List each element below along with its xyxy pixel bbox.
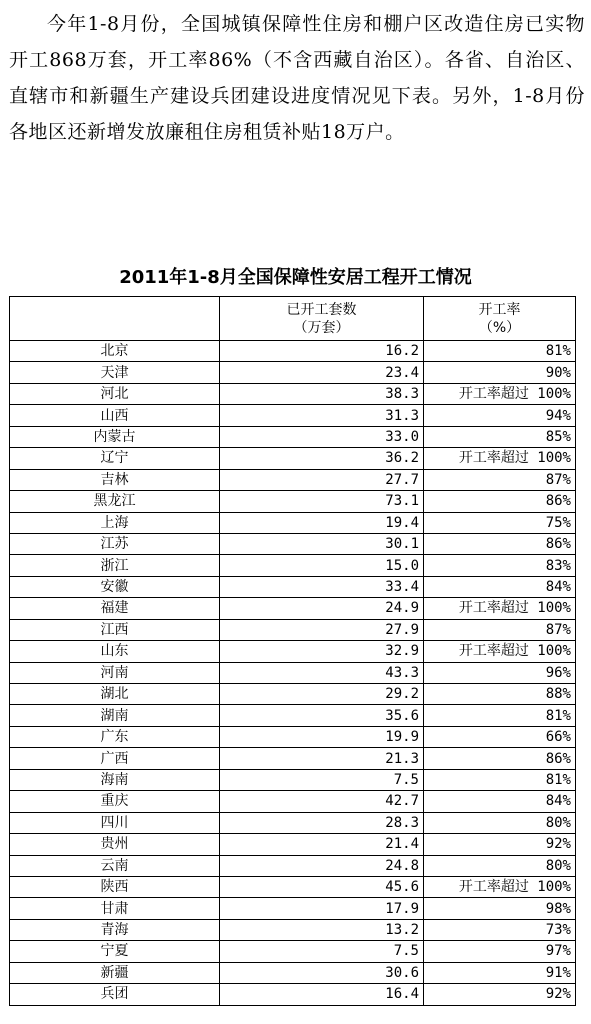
- rate-cell: 94%: [424, 405, 576, 426]
- table-row: [10, 748, 576, 769]
- table-row: [10, 448, 576, 469]
- rate-cell: 92%: [424, 834, 576, 855]
- started-cell: 30.1: [220, 533, 424, 554]
- started-cell: 42.7: [220, 791, 424, 812]
- table-row: [10, 919, 576, 940]
- region-cell: 云南: [10, 855, 220, 876]
- started-cell: 43.3: [220, 662, 424, 683]
- rate-cell: 91%: [424, 962, 576, 983]
- region-cell: 湖北: [10, 684, 220, 705]
- region-cell: 黑龙江: [10, 491, 220, 512]
- rate-cell: 84%: [424, 791, 576, 812]
- table-row: [10, 641, 576, 662]
- region-cell: 青海: [10, 919, 220, 940]
- table-row: [10, 426, 576, 447]
- table-row: [10, 769, 576, 790]
- header-region: [10, 297, 220, 341]
- table-row: [10, 855, 576, 876]
- region-cell: 广东: [10, 726, 220, 747]
- table-row: [10, 876, 576, 897]
- header-started: [220, 297, 424, 341]
- rate-cell: 80%: [424, 855, 576, 876]
- started-cell: 7.5: [220, 769, 424, 790]
- region-cell: 贵州: [10, 834, 220, 855]
- rate-cell: 80%: [424, 812, 576, 833]
- region-cell: 兵团: [10, 984, 220, 1005]
- started-cell: 73.1: [220, 491, 424, 512]
- started-cell: 27.9: [220, 619, 424, 640]
- table-row: [10, 362, 576, 383]
- table-row: [10, 662, 576, 683]
- region-cell: 河南: [10, 662, 220, 683]
- rate-cell: 90%: [424, 362, 576, 383]
- table-row: [10, 383, 576, 404]
- table-row: [10, 555, 576, 576]
- region-cell: 广西: [10, 748, 220, 769]
- started-cell: 16.2: [220, 341, 424, 362]
- rate-cell: 86%: [424, 491, 576, 512]
- started-cell: 38.3: [220, 383, 424, 404]
- rate-cell: 开工率超过 100%: [424, 876, 576, 897]
- started-cell: 32.9: [220, 641, 424, 662]
- region-cell: 新疆: [10, 962, 220, 983]
- rate-cell: 87%: [424, 469, 576, 490]
- header-rate: [424, 297, 576, 341]
- region-cell: 内蒙古: [10, 426, 220, 447]
- table-row: [10, 598, 576, 619]
- table-row: [10, 705, 576, 726]
- rate-cell: 开工率超过 100%: [424, 641, 576, 662]
- rate-cell: 96%: [424, 662, 576, 683]
- region-cell: 福建: [10, 598, 220, 619]
- region-cell: 山东: [10, 641, 220, 662]
- table-row: [10, 619, 576, 640]
- intro-paragraph: 今年1-8月份，全国城镇保障性住房和棚户区改造住房已实物开工868万套，开工率86%（不含西藏自治区）。各省、自治区、直辖市和新疆生产建设兵团建设进度情况见下表。另外，1-8月份各地区还新增发放廉租住房租赁补贴18万户。: [9, 13, 585, 143]
- region-cell: 北京: [10, 341, 220, 362]
- table-row: [10, 405, 576, 426]
- region-cell: 四川: [10, 812, 220, 833]
- table-row: [10, 984, 576, 1005]
- region-cell: 重庆: [10, 791, 220, 812]
- region-cell: 陕西: [10, 876, 220, 897]
- rate-cell: 98%: [424, 898, 576, 919]
- rate-cell: 86%: [424, 748, 576, 769]
- region-cell: 吉林: [10, 469, 220, 490]
- table-header-row: [10, 297, 576, 341]
- started-cell: 19.9: [220, 726, 424, 747]
- table-row: [10, 684, 576, 705]
- region-cell: 江苏: [10, 533, 220, 554]
- started-cell: 30.6: [220, 962, 424, 983]
- region-cell: 安徽: [10, 576, 220, 597]
- table-row: [10, 941, 576, 962]
- table-row: [10, 576, 576, 597]
- table-row: [10, 533, 576, 554]
- started-cell: 19.4: [220, 512, 424, 533]
- rate-cell: 开工率超过 100%: [424, 598, 576, 619]
- rate-cell: 81%: [424, 705, 576, 726]
- region-cell: 宁夏: [10, 941, 220, 962]
- table-row: [10, 791, 576, 812]
- progress-table: [9, 296, 576, 1006]
- started-cell: 24.9: [220, 598, 424, 619]
- header-rate-label: 开工率 （%）: [478, 301, 521, 336]
- region-cell: 辽宁: [10, 448, 220, 469]
- rate-cell: 81%: [424, 341, 576, 362]
- rate-cell: 88%: [424, 684, 576, 705]
- started-cell: 28.3: [220, 812, 424, 833]
- started-cell: 35.6: [220, 705, 424, 726]
- rate-cell: 97%: [424, 941, 576, 962]
- header-started-label: 已开工套数 （万套）: [286, 301, 357, 336]
- rate-cell: 75%: [424, 512, 576, 533]
- started-cell: 36.2: [220, 448, 424, 469]
- region-cell: 天津: [10, 362, 220, 383]
- started-cell: 21.4: [220, 834, 424, 855]
- region-cell: 上海: [10, 512, 220, 533]
- table-row: [10, 834, 576, 855]
- rate-cell: 开工率超过 100%: [424, 448, 576, 469]
- started-cell: 23.4: [220, 362, 424, 383]
- table-row: [10, 962, 576, 983]
- started-cell: 33.0: [220, 426, 424, 447]
- table-body: [10, 341, 576, 1006]
- rate-cell: 开工率超过 100%: [424, 383, 576, 404]
- started-cell: 21.3: [220, 748, 424, 769]
- region-cell: 湖南: [10, 705, 220, 726]
- table-row: [10, 812, 576, 833]
- table-row: [10, 341, 576, 362]
- table-row: [10, 898, 576, 919]
- rate-cell: 86%: [424, 533, 576, 554]
- region-cell: 海南: [10, 769, 220, 790]
- started-cell: 24.8: [220, 855, 424, 876]
- table-row: [10, 512, 576, 533]
- rate-cell: 84%: [424, 576, 576, 597]
- region-cell: 江西: [10, 619, 220, 640]
- rate-cell: 66%: [424, 726, 576, 747]
- rate-cell: 83%: [424, 555, 576, 576]
- started-cell: 17.9: [220, 898, 424, 919]
- started-cell: 13.2: [220, 919, 424, 940]
- started-cell: 29.2: [220, 684, 424, 705]
- started-cell: 31.3: [220, 405, 424, 426]
- table-row: [10, 469, 576, 490]
- region-cell: 浙江: [10, 555, 220, 576]
- started-cell: 33.4: [220, 576, 424, 597]
- region-cell: 甘肃: [10, 898, 220, 919]
- rate-cell: 85%: [424, 426, 576, 447]
- started-cell: 27.7: [220, 469, 424, 490]
- started-cell: 16.4: [220, 984, 424, 1005]
- started-cell: 45.6: [220, 876, 424, 897]
- rate-cell: 81%: [424, 769, 576, 790]
- region-cell: 河北: [10, 383, 220, 404]
- table-title: 2011年1-8月全国保障性安居工程开工情况: [119, 267, 472, 288]
- table-row: [10, 726, 576, 747]
- started-cell: 15.0: [220, 555, 424, 576]
- rate-cell: 87%: [424, 619, 576, 640]
- table-row: [10, 491, 576, 512]
- rate-cell: 92%: [424, 984, 576, 1005]
- started-cell: 7.5: [220, 941, 424, 962]
- region-cell: 山西: [10, 405, 220, 426]
- rate-cell: 73%: [424, 919, 576, 940]
